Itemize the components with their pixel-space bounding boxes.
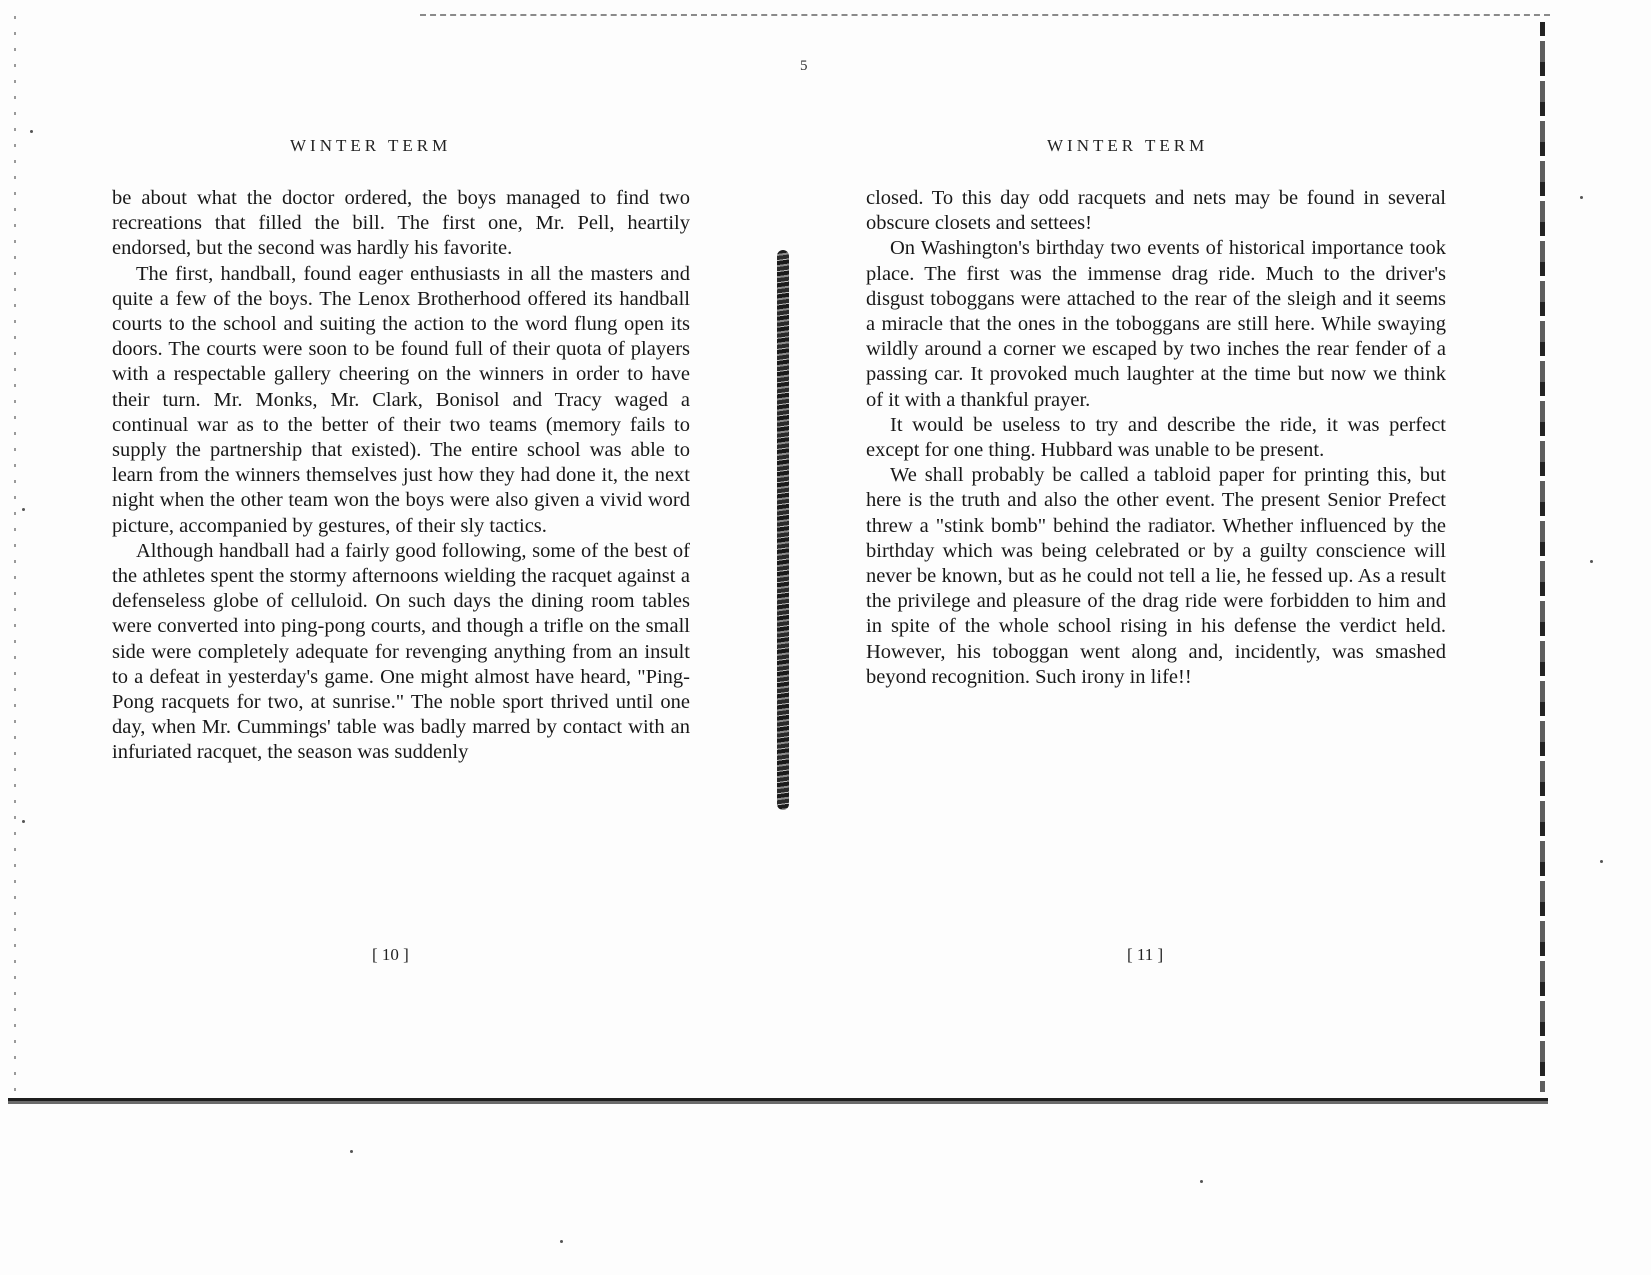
paragraph: We shall probably be called a tabloid paper for printing this, but here is the truth and also the other event. The present Senior Prefect threw a "stink bomb" behind the radiator. Whether influenced by the birthday which was being celebrated or by a guilty conscience will never be known, but as he could not tell a lie, he fessed up. As a result the privilege and pleasure of the drag ride were forbidden to him and in spite of the whole school rising in his defense the verdict held. However, his toboggan went along and, incidently, was smashed beyond recognition. Such irony in life!!	[866, 464, 1446, 688]
running-head-right: WINTER TERM	[1047, 136, 1209, 155]
scan-speck	[350, 1150, 353, 1153]
paragraph: The first, handball, found eager enthusiasts in all the masters and quite a few of the boys. The Lenox Brotherhood offered its handball courts to the school and suiting the action to the word flung open its doors. The courts were soon to be found full of their quota of players with a respectable gallery cheering on the winners in order to have their turn. Mr. Monks, Mr. Clark, Bonisol and Tracy waged a continual war as to the better of their two teams (memory fails to supply the partnership that existed). The entire school was able to learn from the winners themselves just how they had done it, the next night when the other team won the boys were also given a vivid word picture, accompanied by gestures, of their sly tactics.	[112, 262, 690, 537]
scan-speck	[22, 820, 25, 823]
paragraph: On Washington's birthday two events of historical importance took place. The first was the immense drag ride. Much to the driver's disgust toboggans were attached to the rear of the sleigh and it seems a miracle that the ones in the toboggans are still here. While swaying wildly around a corner we escaped by two inches the rear fender of a passing car. It provoked much laughter at the time but now we think of it with a thankful prayer.	[866, 237, 1446, 411]
left-page-text	[112, 186, 690, 766]
scan-edge-top	[420, 14, 1550, 16]
scan-speck	[560, 1240, 563, 1243]
scan-speck	[1600, 860, 1603, 863]
paragraph: It would be useless to try and describe the ride, it was perfect except for one thing. Hubbard was unable to be present.	[866, 413, 1446, 462]
right-page-text	[866, 186, 1446, 690]
paragraph: Although handball had a fairly good following, some of the best of the athletes spent the stormy afternoons wielding the racquet against a defenseless globe of celluloid. On such days the dining room tables were converted into ping-pong courts, and though a trifle on the small side were completely adequate for revenging anything from an insult to a defeat in yesterday's game. One might almost have heard, "Ping-Pong racquets for two, at sunrise." The noble sport thrived until one day, when Mr. Cummings' table was badly marred by contact with an infuriated racquet, the season was suddenly	[112, 539, 690, 764]
scan-edge-right	[1540, 22, 1545, 1092]
running-head-left: WINTER TERM	[290, 136, 452, 155]
scan-speck	[30, 130, 33, 133]
scan-edge-left	[14, 16, 16, 1096]
scan-speck	[22, 508, 25, 511]
paragraph: closed. To this day odd racquets and nets may be found in several obscure closets and settees!	[866, 187, 1446, 235]
scan-speck	[1580, 196, 1583, 199]
scan-edge-bottom	[8, 1098, 1548, 1104]
scan-speck	[1590, 560, 1593, 563]
page-number-right: [ 11 ]	[1127, 945, 1164, 964]
paragraph: be about what the doctor ordered, the boys managed to find two recreations that filled the bill. The first one, Mr. Pell, heartily endorsed, but the second was hardly his favorite.	[112, 187, 690, 260]
spread-marker: 5	[800, 58, 808, 74]
book-spine	[777, 250, 789, 810]
scan-speck	[1200, 1180, 1203, 1183]
page-number-left: [ 10 ]	[372, 945, 409, 964]
